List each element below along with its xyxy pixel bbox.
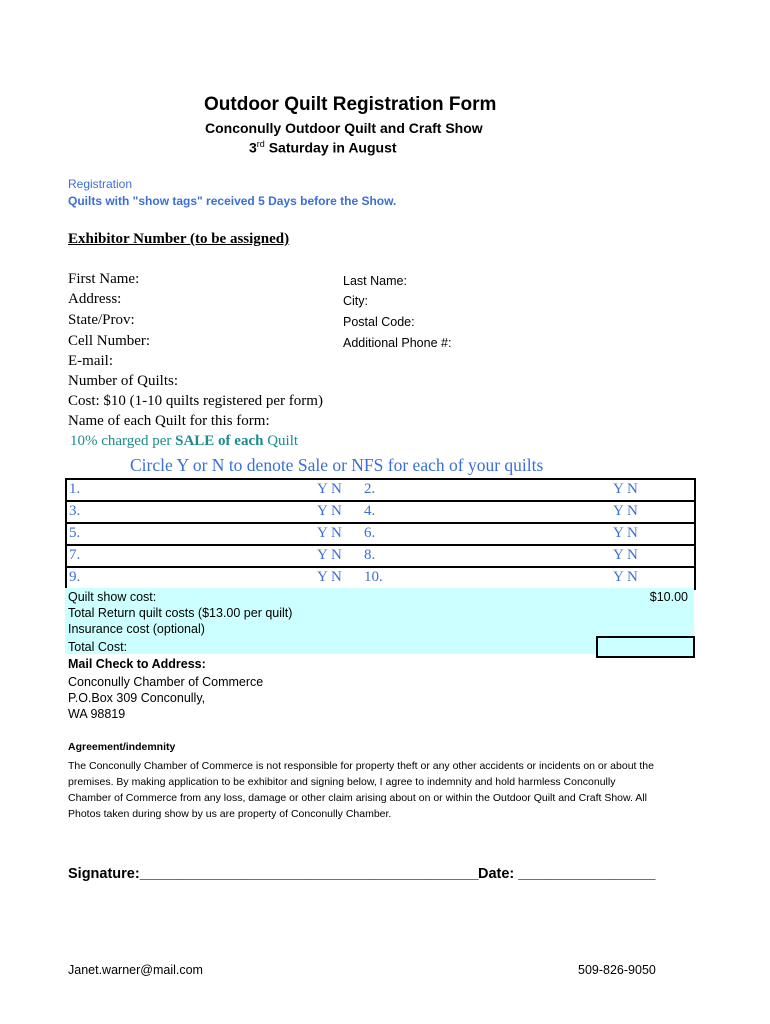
quilt-entry-9[interactable]: 9.	[69, 569, 81, 585]
sale-toggle-7[interactable]: Y N	[317, 547, 342, 563]
postal-code-field[interactable]: Postal Code:	[343, 315, 415, 329]
registration-note: Quilts with "show tags" received 5 Days before the Show.	[68, 194, 397, 208]
exhibitor-number: Exhibitor Number (to be assigned)	[68, 231, 290, 247]
state-field[interactable]: State/Prov:	[68, 312, 135, 328]
sale-toggle-10[interactable]: Y N	[613, 569, 638, 585]
signature-field[interactable]: Signature:__________________________________________	[68, 866, 479, 882]
date-text: Saturday in August	[264, 139, 397, 156]
address-field[interactable]: Address:	[68, 291, 122, 307]
quilt-entry-3[interactable]: 3.	[69, 503, 81, 519]
sale-toggle-9[interactable]: Y N	[317, 569, 342, 585]
sale-toggle-2[interactable]: Y N	[613, 481, 638, 497]
quilt-entry-2[interactable]: 2.	[364, 481, 376, 497]
total-cost-label: Total Cost:	[68, 640, 128, 654]
last-name-field[interactable]: Last Name:	[343, 274, 407, 288]
sale-toggle-6[interactable]: Y N	[613, 525, 638, 541]
show-cost-value: $10.00	[649, 590, 688, 604]
mail-line-3: WA 98819	[68, 707, 126, 721]
circle-instruction	[130, 455, 543, 476]
table-row	[67, 546, 694, 568]
total-cost-input[interactable]	[596, 636, 695, 658]
circle-part5: for each of your quilts	[383, 455, 544, 475]
table-row	[67, 502, 694, 524]
cell-field[interactable]: Cell Number:	[68, 333, 151, 349]
sale-note-part2: SALE of each	[175, 433, 264, 449]
quilt-grid	[65, 478, 696, 590]
mail-line-1: Conconully Chamber of Commerce	[68, 675, 264, 689]
quilt-entry-7[interactable]: 7.	[69, 547, 81, 563]
table-row	[67, 524, 694, 546]
sale-note-part1: 10% charged per	[70, 433, 176, 449]
quilt-entry-4[interactable]: 4.	[364, 503, 376, 519]
mail-heading: Mail Check to Address:	[68, 657, 206, 671]
page-subtitle: Conconully Outdoor Quilt and Craft Show	[205, 120, 483, 136]
circle-part2: S	[297, 455, 308, 475]
insurance-cost-label: Insurance cost (optional)	[68, 622, 205, 636]
quilt-entry-10[interactable]: 10.	[364, 569, 383, 585]
sale-toggle-4[interactable]: Y N	[613, 503, 638, 519]
circle-part4: NFS	[351, 455, 384, 475]
sale-toggle-8[interactable]: Y N	[613, 547, 638, 563]
agreement-heading: Agreement/indemnity	[68, 741, 176, 753]
table-row	[67, 480, 694, 502]
first-name-field[interactable]: First Name:	[68, 271, 140, 287]
date-suffix: rd	[256, 139, 265, 149]
show-cost-label: Quilt show cost:	[68, 590, 157, 604]
quilt-names-label: Name of each Quilt for this form:	[68, 413, 270, 429]
city-field[interactable]: City:	[343, 294, 368, 308]
sale-note	[70, 433, 298, 450]
return-cost-label: Total Return quilt costs ($13.00 per quilt)	[68, 606, 293, 620]
quilt-entry-8[interactable]: 8.	[364, 547, 376, 563]
sale-toggle-5[interactable]: Y N	[317, 525, 342, 541]
additional-phone-field[interactable]: Additional Phone #:	[343, 336, 452, 350]
sale-toggle-3[interactable]: Y N	[317, 503, 342, 519]
event-date	[249, 139, 397, 156]
num-quilts-field[interactable]: Number of Quilts:	[68, 373, 178, 389]
table-row	[67, 568, 694, 588]
registration-label: Registration	[68, 177, 133, 191]
contact-email: Janet.warner@mail.com	[68, 963, 203, 977]
page-title: Outdoor Quilt Registration Form	[204, 94, 497, 115]
quilt-entry-5[interactable]: 5.	[69, 525, 81, 541]
cost-summary	[65, 588, 694, 654]
cost-line: Cost: $10 (1-10 quilts registered per form)	[68, 393, 323, 409]
sale-toggle-1[interactable]: Y N	[317, 481, 342, 497]
contact-phone: 509-826-9050	[578, 963, 656, 977]
agreement-text: The Conconully Chamber of Commerce is not responsible for property theft or any other accidents or incidents on or about the premises. By making application to be exhibitor and signing below, I agree to indemnity and hold harmless Conconully Chamber of Commerce from any loss, damage or other claim arising about on or within the Outdoor Quilt and Craft Show. All Photos taken during show by us are property of Conconully Chamber.	[68, 760, 654, 820]
date-number: 3	[249, 139, 257, 156]
quilt-entry-6[interactable]: 6.	[364, 525, 376, 541]
sale-note-part3: Quilt	[263, 433, 299, 449]
mail-line-2: P.O.Box 309 Conconully,	[68, 691, 206, 705]
email-field[interactable]: E-mail:	[68, 353, 113, 369]
quilt-entry-1[interactable]: 1.	[69, 481, 81, 497]
circle-part1: Circle Y or N to denote	[130, 455, 298, 475]
date-field[interactable]: Date: _________________	[478, 866, 656, 882]
circle-part3: ale or	[307, 455, 352, 475]
